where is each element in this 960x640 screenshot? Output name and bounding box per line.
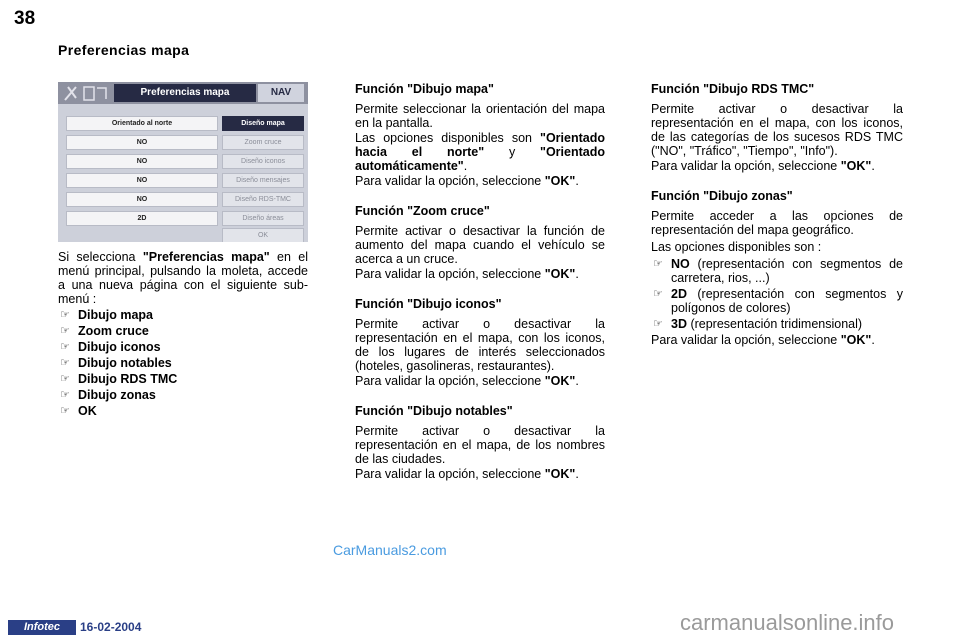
text: Para validar la opción, seleccione bbox=[651, 333, 841, 347]
ok-label: "OK" bbox=[544, 267, 576, 281]
menu-item-zoom-cruce[interactable]: Zoom cruce bbox=[222, 135, 304, 150]
text: Para validar la opción, seleccione bbox=[355, 267, 545, 281]
option-label: NO bbox=[671, 257, 690, 271]
value-dibujo-notables: NO bbox=[66, 173, 218, 188]
text: . bbox=[575, 374, 579, 388]
paragraph: Permite activar o desactivar la representación en el mapa, con los iconos, de los lugares de interés seleccionados (hoteles, gasolineras, restaurantes). bbox=[355, 317, 605, 373]
list-item bbox=[58, 308, 308, 322]
text: . bbox=[871, 333, 875, 347]
list-item bbox=[58, 388, 308, 402]
section-heading: Función "Zoom cruce" bbox=[355, 204, 490, 218]
paragraph: Permite activar o desactivar la función de aumento del mapa cuando el vehículo se acerca a un cruce. bbox=[355, 224, 605, 266]
intro-text: Si selecciona bbox=[58, 250, 143, 264]
middle-column bbox=[355, 82, 605, 481]
left-column bbox=[58, 250, 308, 418]
list-item bbox=[58, 356, 308, 370]
pointing-hand-icon: ☞ bbox=[653, 258, 663, 270]
pointing-hand-icon: ☞ bbox=[60, 373, 70, 385]
text: . bbox=[463, 159, 468, 173]
paragraph: Permite activar o desactivar la representación en el mapa, con los iconos, de las categorías de los sucesos RDS TMC ("NO", "Tráfico", "Tiempo", "Info"). bbox=[651, 102, 903, 158]
pointing-hand-icon: ☞ bbox=[60, 309, 70, 321]
list-item bbox=[651, 257, 903, 285]
option-label: "Orientado automáticamente" bbox=[355, 145, 605, 173]
menu-item-diseno-mensajes[interactable]: Diseño mensajes bbox=[222, 173, 304, 188]
section-heading: Función "Dibujo iconos" bbox=[355, 297, 502, 311]
screen-header bbox=[58, 82, 308, 104]
section-heading: Función "Dibujo zonas" bbox=[651, 189, 793, 203]
intro-paragraph bbox=[58, 250, 308, 306]
infotec-logo: Infotec bbox=[8, 620, 76, 635]
paragraph bbox=[355, 131, 605, 173]
option-text: (representación tridimensional) bbox=[686, 317, 863, 331]
list-item bbox=[651, 317, 903, 331]
text: . bbox=[575, 267, 579, 281]
pointing-hand-icon: ☞ bbox=[60, 325, 70, 337]
screen-body bbox=[58, 104, 308, 242]
option-label: 3D bbox=[671, 317, 687, 331]
list-item-label: Dibujo zonas bbox=[78, 388, 156, 402]
text: Para validar la opción, seleccione bbox=[355, 467, 545, 481]
pointing-hand-icon: ☞ bbox=[60, 405, 70, 417]
option-label: "Orientado hacia el norte" bbox=[355, 131, 605, 159]
ok-label: "OK" bbox=[840, 333, 872, 347]
paragraph: Permite activar o desactivar la representación en el mapa, de los nombres de las ciudades. bbox=[355, 424, 605, 466]
value-dibujo-rds: NO bbox=[66, 192, 218, 207]
text: Para validar la opción, seleccione bbox=[651, 159, 841, 173]
pointing-hand-icon: ☞ bbox=[60, 341, 70, 353]
site-watermark[interactable]: CarManuals2.com bbox=[333, 542, 447, 558]
text: . bbox=[871, 159, 875, 173]
menu-item-ok[interactable]: OK bbox=[222, 228, 304, 242]
list-item bbox=[58, 372, 308, 386]
pointing-hand-icon: ☞ bbox=[60, 389, 70, 401]
validate-paragraph bbox=[651, 159, 903, 173]
menu-item-diseno-areas[interactable]: Diseño áreas bbox=[222, 211, 304, 226]
validate-paragraph bbox=[355, 267, 605, 281]
tab-nav[interactable]: NAV bbox=[258, 84, 304, 102]
menu-screenshot bbox=[58, 82, 308, 242]
tools-icon bbox=[62, 84, 110, 102]
text: Para validar la opción, seleccione bbox=[355, 174, 545, 188]
value-dibujo-iconos: NO bbox=[66, 154, 218, 169]
pointing-hand-icon: ☞ bbox=[60, 357, 70, 369]
list-item-label: Dibujo notables bbox=[78, 356, 172, 370]
ok-label: "OK" bbox=[544, 174, 576, 188]
paragraph: Permite acceder a las opciones de representación del mapa geográfico. bbox=[651, 209, 903, 237]
section-heading: Función "Dibujo notables" bbox=[355, 404, 513, 418]
ok-label: "OK" bbox=[840, 159, 872, 173]
text: . bbox=[575, 467, 579, 481]
intro-text-end: en el menú principal, pulsando la moleta, accede a una nueva página con el siguiente sub-menú : bbox=[58, 250, 308, 306]
paragraph: Permite seleccionar la orientación del mapa en la pantalla. bbox=[355, 102, 605, 130]
page-title: Preferencias mapa bbox=[58, 42, 190, 58]
menu-item-diseno-iconos[interactable]: Diseño iconos bbox=[222, 154, 304, 169]
text: . bbox=[575, 174, 579, 188]
list-item-label: Zoom cruce bbox=[78, 324, 149, 338]
section-heading: Función "Dibujo mapa" bbox=[355, 82, 494, 96]
ok-label: "OK" bbox=[544, 374, 576, 388]
validate-paragraph bbox=[355, 467, 605, 481]
list-item bbox=[58, 404, 308, 418]
bottom-watermark: carmanualsonline.info bbox=[680, 610, 895, 635]
screen-title: Preferencias mapa bbox=[114, 84, 256, 102]
page-number: 38 bbox=[14, 8, 36, 29]
text: y bbox=[484, 145, 541, 159]
list-item-label: OK bbox=[78, 404, 97, 418]
list-item-label: Dibujo RDS TMC bbox=[78, 372, 178, 386]
text: Para validar la opción, seleccione bbox=[355, 374, 545, 388]
list-item bbox=[58, 324, 308, 338]
paragraph: Las opciones disponibles son : bbox=[651, 240, 822, 254]
option-text: (representación con segmentos y polígonos de colores) bbox=[671, 287, 903, 315]
pointing-hand-icon: ☞ bbox=[653, 318, 663, 330]
section-heading: Función "Dibujo RDS TMC" bbox=[651, 82, 815, 96]
text: Las opciones disponibles son bbox=[355, 131, 541, 145]
value-dibujo-zonas: 2D bbox=[66, 211, 218, 226]
value-dibujo-mapa: Orientado al norte bbox=[66, 116, 218, 131]
menu-item-diseno-rds[interactable]: Diseño RDS-TMC bbox=[222, 192, 304, 207]
ok-label: "OK" bbox=[544, 467, 576, 481]
menu-item-diseno-mapa[interactable]: Diseño mapa bbox=[222, 116, 304, 131]
list-item-label: Dibujo mapa bbox=[78, 308, 154, 322]
submenu-list bbox=[58, 308, 308, 418]
footer-date: 16-02-2004 bbox=[80, 620, 142, 634]
list-item bbox=[651, 287, 903, 315]
list-item bbox=[58, 340, 308, 354]
option-label: 2D bbox=[671, 287, 687, 301]
pointing-hand-icon: ☞ bbox=[653, 288, 663, 300]
value-zoom-cruce: NO bbox=[66, 135, 218, 150]
option-text: (representación con segmentos de carretera, rios, ...) bbox=[671, 257, 903, 285]
list-item-label: Dibujo iconos bbox=[78, 340, 161, 354]
right-column bbox=[651, 82, 903, 347]
validate-paragraph bbox=[355, 374, 605, 388]
intro-menu-name: "Preferencias mapa" bbox=[142, 250, 270, 264]
validate-paragraph bbox=[355, 174, 605, 188]
settings-icons bbox=[62, 84, 112, 102]
validate-paragraph bbox=[651, 333, 903, 347]
